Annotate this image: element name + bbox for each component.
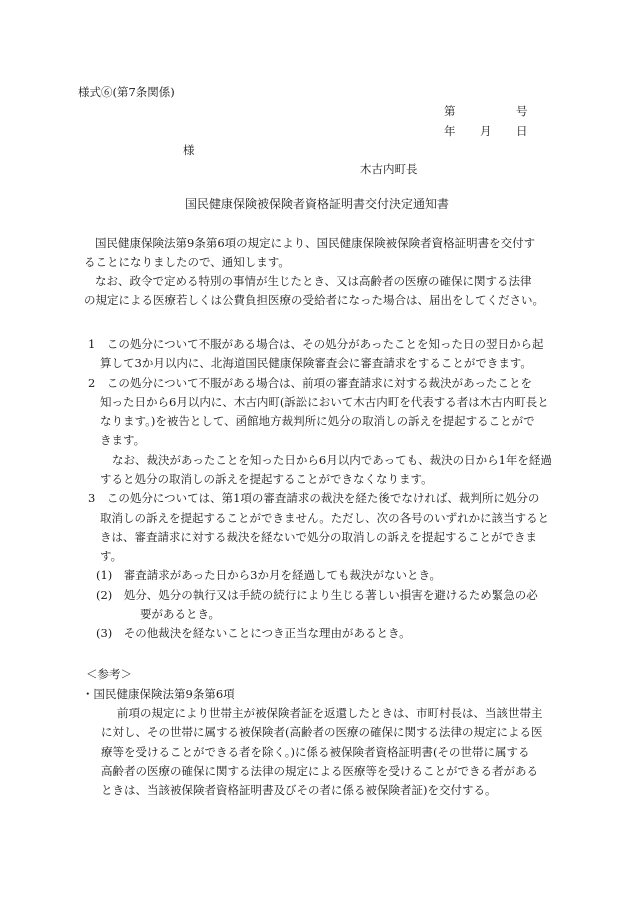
note-2-line: 2 この処分について不服がある場合は、前項の審査請求に対する裁決があったことを (88, 376, 532, 390)
sub-item-2-line: 要があるとき。 (140, 607, 221, 621)
note-3-line: きは、審査請求に対する裁決を経ないで処分の取消しの訴えを提起することができま (100, 530, 537, 544)
issuer-name: 木古内町長 (360, 162, 418, 176)
document-title: 国民健康保険被保険者資格証明書交付決定通知書 (185, 197, 450, 211)
date-year: 年 (444, 124, 456, 138)
note-3-line: 3 この処分については、第1項の審査請求の裁決を経た後でなければ、裁判所に処分の (88, 491, 540, 505)
reference-law: ・国民健康保険法第9条第6項 (82, 687, 235, 701)
sub-item-1: (1) 審査請求があった日から3か月を経過しても裁決がないとき。 (96, 568, 442, 582)
sub-item-3: (3) その他裁決を経ないことにつき正当な理由があるとき。 (96, 626, 411, 640)
date-day: 日 (516, 124, 528, 138)
reference-line: に対し、その世帯に属する被保険者(高齢者の医療の確保に関する法律の規定による医 (101, 725, 543, 739)
note-3-line: 取消しの訴えを提起することができません。ただし、次の各号のいずれかに該当すると (100, 511, 550, 525)
number-prefix: 第 (444, 104, 456, 118)
addressee-suffix: 様 (183, 143, 195, 157)
date-month: 月 (480, 124, 492, 138)
reference-heading: ＜参考＞ (86, 667, 132, 681)
reference-line: ときは、当該被保険者資格証明書及びその者に係る被保険者証)を交付する。 (101, 783, 497, 797)
note-2-line: すると処分の取消しの訴えを提起することができなくなります。 (100, 472, 433, 486)
note-1-line: 算して3か月以内に、北海道国民健康保険審査会に審査請求をすることができます。 (100, 356, 532, 370)
number-suffix: 号 (516, 104, 528, 118)
sub-item-2-line: (2) 処分、処分の執行又は手続の続行により生じる著しい損害を避けるため緊急の必 (96, 588, 538, 602)
form-number: 様式⑥(第7条関係) (78, 85, 175, 99)
intro-line: の規定による医療若しくは公費負担医療の受給者になった場合は、届出をしてください。 (84, 293, 544, 307)
note-3-line: す。 (100, 549, 123, 563)
note-2-line: なります。)を被告として、函館地方裁判所に処分の取消しの訴えを提起することがで (100, 414, 535, 428)
intro-line: なお、政令で定める特別の事情が生じたとき、又は高齢者の医療の確保に関する法律 (95, 274, 532, 288)
reference-line: 療等を受けることができる者を除く。)に係る被保険者資格証明書(その世帯に属する (101, 745, 530, 759)
reference-line: 高齢者の医療の確保に関する法律の規定による医療等を受けることができる者がある (101, 764, 538, 778)
note-1-line: 1 この処分について不服がある場合は、その処分があったことを知った日の翌日から起 (88, 337, 544, 351)
intro-line: 国民健康保険法第9条第6項の規定により、国民健康保険被保険者資格証明書を交付す (95, 236, 536, 250)
note-2-line: なお、裁決があったことを知った日から6月以内であっても、裁決の日から1年を経過 (112, 453, 552, 467)
note-2-line: 知った日から6月以内に、木古内町(訴訟において木古内町を代表する者は木古内町長と (100, 395, 549, 409)
note-2-line: きます。 (100, 433, 146, 447)
reference-line: 前項の規定により世帯主が被保険者証を返還したときは、市町村長は、当該世帯主 (117, 706, 543, 720)
intro-line: ることになりましたので、通知します。 (84, 255, 290, 269)
